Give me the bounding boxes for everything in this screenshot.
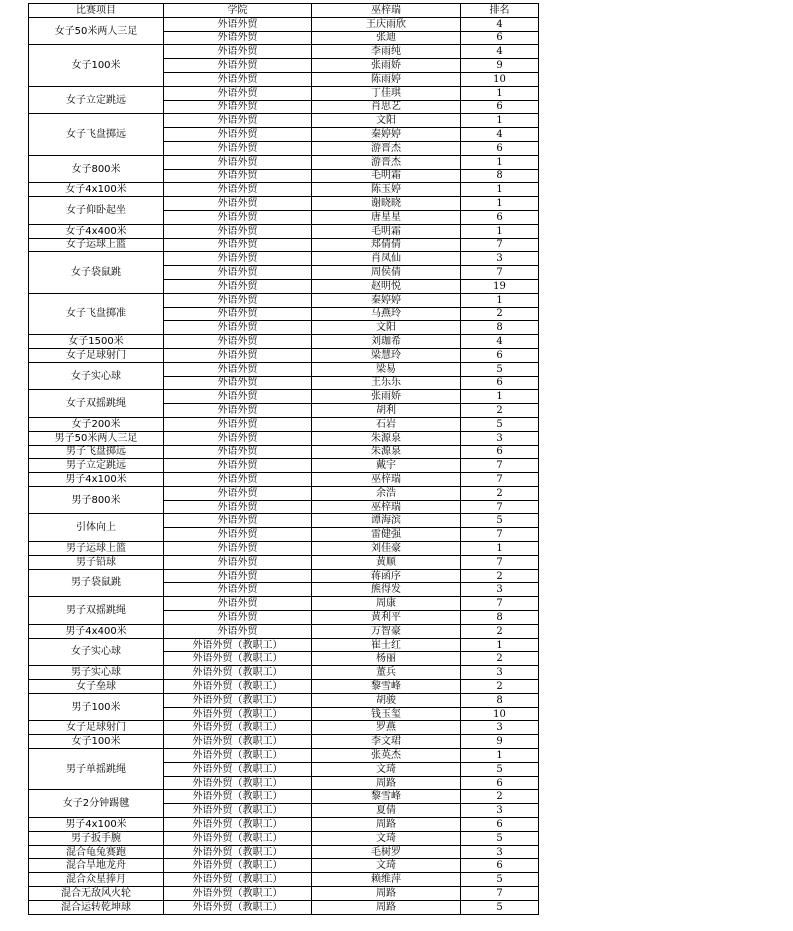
college-cell: 外语外贸 — [164, 555, 312, 569]
athlete-cell: 文琦 — [312, 831, 461, 845]
event-cell: 男子4x400米 — [29, 624, 164, 638]
table-row — [29, 859, 539, 873]
athlete-cell: 黎雪峰 — [312, 680, 461, 694]
athlete-cell: 周路 — [312, 900, 461, 914]
table-row — [29, 831, 539, 845]
table-row — [29, 666, 539, 680]
college-cell: 外语外贸（教职工） — [164, 804, 312, 818]
college-cell: 外语外贸（教职工） — [164, 873, 312, 887]
rank-cell: 2 — [461, 486, 539, 500]
table-row — [29, 114, 539, 128]
table-row — [29, 17, 539, 31]
athlete-cell: 雷健强 — [312, 528, 461, 542]
college-cell: 外语外贸（教职工） — [164, 707, 312, 721]
event-cell: 男子800米 — [29, 486, 164, 514]
event-cell: 混合运转乾坤球 — [29, 900, 164, 914]
athlete-cell: 梁慧玲 — [312, 348, 461, 362]
rank-cell: 1 — [461, 197, 539, 211]
athlete-cell: 赖维萍 — [312, 873, 461, 887]
table-row — [29, 445, 539, 459]
event-cell: 男子50米两人三足 — [29, 431, 164, 445]
athlete-cell: 董兵 — [312, 666, 461, 680]
header-row — [29, 4, 539, 18]
table-row — [29, 459, 539, 473]
college-cell: 外语外贸 — [164, 59, 312, 73]
table-row — [29, 293, 539, 307]
event-cell: 男子双摇跳绳 — [29, 597, 164, 625]
rank-cell: 6 — [461, 818, 539, 832]
rank-cell: 1 — [461, 224, 539, 238]
rank-cell: 6 — [461, 445, 539, 459]
athlete-cell: 石岩 — [312, 417, 461, 431]
event-cell: 女子2分钟踢毽 — [29, 790, 164, 818]
rank-cell: 3 — [461, 666, 539, 680]
college-cell: 外语外贸 — [164, 348, 312, 362]
college-cell: 外语外贸（教职工） — [164, 887, 312, 901]
athlete-cell: 钱玉玺 — [312, 707, 461, 721]
header-college: 学院 — [164, 4, 312, 18]
rank-cell: 6 — [461, 210, 539, 224]
athlete-cell: 谭海滨 — [312, 514, 461, 528]
college-cell: 外语外贸 — [164, 169, 312, 183]
rank-cell: 1 — [461, 114, 539, 128]
college-cell: 外语外贸 — [164, 45, 312, 59]
athlete-cell: 谢晓晓 — [312, 197, 461, 211]
college-cell: 外语外贸 — [164, 611, 312, 625]
header-event: 比赛项目 — [29, 4, 164, 18]
event-cell: 女子4x100米 — [29, 183, 164, 197]
athlete-cell: 黄利平 — [312, 611, 461, 625]
athlete-cell: 朱源泉 — [312, 445, 461, 459]
college-cell: 外语外贸 — [164, 183, 312, 197]
table-row — [29, 887, 539, 901]
athlete-cell: 罗燕 — [312, 721, 461, 735]
athlete-cell: 张雨娇 — [312, 390, 461, 404]
athlete-cell: 赵明悦 — [312, 279, 461, 293]
athlete-cell: 文琦 — [312, 762, 461, 776]
event-cell: 女子足球射门 — [29, 348, 164, 362]
athlete-cell: 张英杰 — [312, 749, 461, 763]
table-row — [29, 721, 539, 735]
rank-cell: 2 — [461, 680, 539, 694]
rank-cell: 2 — [461, 307, 539, 321]
event-cell: 男子实心球 — [29, 666, 164, 680]
athlete-cell: 万智豪 — [312, 624, 461, 638]
event-cell: 男子飞盘掷远 — [29, 445, 164, 459]
rank-cell: 7 — [461, 473, 539, 487]
event-cell: 女子100米 — [29, 735, 164, 749]
event-cell: 女子100米 — [29, 45, 164, 86]
rank-cell: 3 — [461, 845, 539, 859]
rank-cell: 2 — [461, 652, 539, 666]
rank-cell: 7 — [461, 555, 539, 569]
athlete-cell: 陈雨婷 — [312, 72, 461, 86]
header-name: 巫梓瑞 — [312, 4, 461, 18]
event-cell: 男子运球上篮 — [29, 542, 164, 556]
college-cell: 外语外贸 — [164, 528, 312, 542]
athlete-cell: 夏倩 — [312, 804, 461, 818]
rank-cell: 4 — [461, 45, 539, 59]
rank-cell: 7 — [461, 500, 539, 514]
table-row — [29, 693, 539, 707]
event-cell: 引体向上 — [29, 514, 164, 542]
event-cell: 女子袋鼠跳 — [29, 252, 164, 293]
athlete-cell: 肖凤仙 — [312, 252, 461, 266]
table-row — [29, 749, 539, 763]
rank-cell: 5 — [461, 873, 539, 887]
college-cell: 外语外贸 — [164, 376, 312, 390]
college-cell: 外语外贸 — [164, 597, 312, 611]
athlete-cell: 王庆雨欣 — [312, 17, 461, 31]
college-cell: 外语外贸 — [164, 500, 312, 514]
athlete-cell: 毛明霜 — [312, 224, 461, 238]
table-row — [29, 624, 539, 638]
rank-cell: 4 — [461, 335, 539, 349]
college-cell: 外语外贸 — [164, 362, 312, 376]
rank-cell: 3 — [461, 721, 539, 735]
event-cell: 女子50米两人三足 — [29, 17, 164, 45]
college-cell: 外语外贸 — [164, 624, 312, 638]
table-row — [29, 638, 539, 652]
table-row — [29, 845, 539, 859]
college-cell: 外语外贸 — [164, 417, 312, 431]
rank-cell: 5 — [461, 417, 539, 431]
college-cell: 外语外贸 — [164, 335, 312, 349]
event-cell: 男子单摇跳绳 — [29, 749, 164, 790]
college-cell: 外语外贸（教职工） — [164, 859, 312, 873]
college-cell: 外语外贸 — [164, 155, 312, 169]
event-cell: 女子双摇跳绳 — [29, 390, 164, 418]
rank-cell: 2 — [461, 790, 539, 804]
college-cell: 外语外贸（教职工） — [164, 652, 312, 666]
college-cell: 外语外贸 — [164, 404, 312, 418]
event-cell: 男子袋鼠跳 — [29, 569, 164, 597]
athlete-cell: 文阳 — [312, 114, 461, 128]
event-cell: 男子4x100米 — [29, 473, 164, 487]
event-cell: 女子实心球 — [29, 362, 164, 390]
athlete-cell: 巫梓瑞 — [312, 473, 461, 487]
event-cell: 女子运球上篮 — [29, 238, 164, 252]
college-cell: 外语外贸（教职工） — [164, 818, 312, 832]
rank-cell: 7 — [461, 266, 539, 280]
rank-cell: 4 — [461, 128, 539, 142]
table-row — [29, 86, 539, 100]
college-cell: 外语外贸 — [164, 307, 312, 321]
table-row — [29, 873, 539, 887]
college-cell: 外语外贸 — [164, 238, 312, 252]
rank-cell: 1 — [461, 542, 539, 556]
athlete-cell: 李文珺 — [312, 735, 461, 749]
rank-cell: 5 — [461, 762, 539, 776]
athlete-cell: 戴宇 — [312, 459, 461, 473]
event-cell: 女子立定跳远 — [29, 86, 164, 114]
table-row — [29, 45, 539, 59]
athlete-cell: 胡利 — [312, 404, 461, 418]
athlete-cell: 熊得发 — [312, 583, 461, 597]
rank-cell: 10 — [461, 72, 539, 86]
college-cell: 外语外贸 — [164, 197, 312, 211]
college-cell: 外语外贸（教职工） — [164, 790, 312, 804]
event-cell: 混合众星捧月 — [29, 873, 164, 887]
rank-cell: 10 — [461, 707, 539, 721]
table-row — [29, 569, 539, 583]
event-cell: 男子扳手腕 — [29, 831, 164, 845]
athlete-cell: 梁易 — [312, 362, 461, 376]
athlete-cell: 黄顺 — [312, 555, 461, 569]
athlete-cell: 秦婷婷 — [312, 293, 461, 307]
athlete-cell: 陈玉婷 — [312, 183, 461, 197]
event-cell: 混合龟兔赛跑 — [29, 845, 164, 859]
college-cell: 外语外贸 — [164, 542, 312, 556]
rank-cell: 1 — [461, 183, 539, 197]
athlete-cell: 刘珈希 — [312, 335, 461, 349]
rank-cell: 5 — [461, 514, 539, 528]
athlete-cell: 杨丽 — [312, 652, 461, 666]
athlete-cell: 周路 — [312, 818, 461, 832]
athlete-cell: 王乐乐 — [312, 376, 461, 390]
table-row — [29, 514, 539, 528]
results-table — [28, 3, 539, 915]
rank-cell: 6 — [461, 141, 539, 155]
rank-cell: 6 — [461, 376, 539, 390]
rank-cell: 2 — [461, 624, 539, 638]
athlete-cell: 文阳 — [312, 321, 461, 335]
rank-cell: 1 — [461, 390, 539, 404]
rank-cell: 7 — [461, 528, 539, 542]
event-cell: 女子飞盘掷准 — [29, 293, 164, 334]
college-cell: 外语外贸 — [164, 17, 312, 31]
rank-cell: 5 — [461, 900, 539, 914]
table-row — [29, 555, 539, 569]
college-cell: 外语外贸（教职工） — [164, 900, 312, 914]
college-cell: 外语外贸 — [164, 569, 312, 583]
rank-cell: 7 — [461, 459, 539, 473]
athlete-cell: 游晋杰 — [312, 141, 461, 155]
rank-cell: 6 — [461, 776, 539, 790]
event-cell: 女子1500米 — [29, 335, 164, 349]
athlete-cell: 毛树罗 — [312, 845, 461, 859]
college-cell: 外语外贸（教职工） — [164, 762, 312, 776]
athlete-cell: 毛明霜 — [312, 169, 461, 183]
table-row — [29, 390, 539, 404]
header-rank: 排名 — [461, 4, 539, 18]
rank-cell: 3 — [461, 583, 539, 597]
athlete-cell: 周路 — [312, 776, 461, 790]
athlete-cell: 张迪 — [312, 31, 461, 45]
table-body — [29, 17, 539, 914]
college-cell: 外语外贸（教职工） — [164, 666, 312, 680]
table-row — [29, 431, 539, 445]
college-cell: 外语外贸 — [164, 86, 312, 100]
athlete-cell: 余浩 — [312, 486, 461, 500]
rank-cell: 1 — [461, 749, 539, 763]
rank-cell: 2 — [461, 569, 539, 583]
rank-cell: 6 — [461, 348, 539, 362]
college-cell: 外语外贸 — [164, 486, 312, 500]
athlete-cell: 刘佳豪 — [312, 542, 461, 556]
college-cell: 外语外贸 — [164, 445, 312, 459]
rank-cell: 1 — [461, 638, 539, 652]
rank-cell: 9 — [461, 59, 539, 73]
table-row — [29, 224, 539, 238]
college-cell: 外语外贸 — [164, 279, 312, 293]
event-cell: 女子4x400米 — [29, 224, 164, 238]
rank-cell: 7 — [461, 887, 539, 901]
table-row — [29, 818, 539, 832]
table-row — [29, 197, 539, 211]
college-cell: 外语外贸 — [164, 293, 312, 307]
rank-cell: 3 — [461, 804, 539, 818]
college-cell: 外语外贸（教职工） — [164, 776, 312, 790]
college-cell: 外语外贸（教职工） — [164, 693, 312, 707]
athlete-cell: 唐星星 — [312, 210, 461, 224]
table-row — [29, 473, 539, 487]
table-row — [29, 486, 539, 500]
table-row — [29, 183, 539, 197]
athlete-cell: 郑倩倩 — [312, 238, 461, 252]
college-cell: 外语外贸（教职工） — [164, 680, 312, 694]
athlete-cell: 游晋杰 — [312, 155, 461, 169]
college-cell: 外语外贸（教职工） — [164, 638, 312, 652]
athlete-cell: 崔士红 — [312, 638, 461, 652]
college-cell: 外语外贸 — [164, 431, 312, 445]
table-row — [29, 597, 539, 611]
table-row — [29, 155, 539, 169]
table-row — [29, 335, 539, 349]
college-cell: 外语外贸（教职工） — [164, 721, 312, 735]
table-row — [29, 238, 539, 252]
table-row — [29, 348, 539, 362]
rank-cell: 6 — [461, 100, 539, 114]
college-cell: 外语外贸 — [164, 210, 312, 224]
table-row — [29, 790, 539, 804]
event-cell: 女子200米 — [29, 417, 164, 431]
rank-cell: 9 — [461, 735, 539, 749]
athlete-cell: 马燕玲 — [312, 307, 461, 321]
rank-cell: 5 — [461, 362, 539, 376]
rank-cell: 7 — [461, 238, 539, 252]
rank-cell: 3 — [461, 431, 539, 445]
event-cell: 男子4x100米 — [29, 818, 164, 832]
college-cell: 外语外贸 — [164, 266, 312, 280]
table-row — [29, 417, 539, 431]
athlete-cell: 周侯倩 — [312, 266, 461, 280]
rank-cell: 7 — [461, 597, 539, 611]
college-cell: 外语外贸（教职工） — [164, 749, 312, 763]
athlete-cell: 朱源泉 — [312, 431, 461, 445]
event-cell: 混合无敌风火轮 — [29, 887, 164, 901]
event-cell: 女子仰卧起坐 — [29, 197, 164, 225]
rank-cell: 4 — [461, 17, 539, 31]
college-cell: 外语外贸 — [164, 252, 312, 266]
event-cell: 男子100米 — [29, 693, 164, 721]
table-row — [29, 542, 539, 556]
rank-cell: 8 — [461, 169, 539, 183]
rank-cell: 2 — [461, 404, 539, 418]
table-row — [29, 362, 539, 376]
event-cell: 男子铅球 — [29, 555, 164, 569]
athlete-cell: 张雨娇 — [312, 59, 461, 73]
event-cell: 女子垒球 — [29, 680, 164, 694]
athlete-cell: 肖思艺 — [312, 100, 461, 114]
athlete-cell: 周康 — [312, 597, 461, 611]
athlete-cell: 文琦 — [312, 859, 461, 873]
college-cell: 外语外贸（教职工） — [164, 845, 312, 859]
college-cell: 外语外贸 — [164, 390, 312, 404]
college-cell: 外语外贸 — [164, 141, 312, 155]
college-cell: 外语外贸 — [164, 459, 312, 473]
rank-cell: 19 — [461, 279, 539, 293]
college-cell: 外语外贸 — [164, 128, 312, 142]
event-cell: 混合旱地龙舟 — [29, 859, 164, 873]
athlete-cell: 蒋函序 — [312, 569, 461, 583]
athlete-cell: 胡骏 — [312, 693, 461, 707]
event-cell: 女子实心球 — [29, 638, 164, 666]
athlete-cell: 丁佳琪 — [312, 86, 461, 100]
event-cell: 女子800米 — [29, 155, 164, 183]
rank-cell: 1 — [461, 155, 539, 169]
rank-cell: 6 — [461, 31, 539, 45]
college-cell: 外语外贸 — [164, 114, 312, 128]
athlete-cell: 黎雪峰 — [312, 790, 461, 804]
table-row — [29, 735, 539, 749]
college-cell: 外语外贸（教职工） — [164, 735, 312, 749]
college-cell: 外语外贸 — [164, 583, 312, 597]
table-row — [29, 680, 539, 694]
athlete-cell: 李雨纯 — [312, 45, 461, 59]
rank-cell: 8 — [461, 611, 539, 625]
college-cell: 外语外贸 — [164, 514, 312, 528]
table-row — [29, 900, 539, 914]
college-cell: 外语外贸 — [164, 31, 312, 45]
athlete-cell: 周路 — [312, 887, 461, 901]
rank-cell: 1 — [461, 86, 539, 100]
athlete-cell: 秦婷婷 — [312, 128, 461, 142]
rank-cell: 1 — [461, 293, 539, 307]
college-cell: 外语外贸 — [164, 100, 312, 114]
college-cell: 外语外贸 — [164, 473, 312, 487]
rank-cell: 8 — [461, 693, 539, 707]
event-cell: 男子立定跳远 — [29, 459, 164, 473]
college-cell: 外语外贸 — [164, 224, 312, 238]
table-row — [29, 252, 539, 266]
rank-cell: 6 — [461, 859, 539, 873]
event-cell: 女子足球射门 — [29, 721, 164, 735]
rank-cell: 3 — [461, 252, 539, 266]
rank-cell: 8 — [461, 321, 539, 335]
college-cell: 外语外贸（教职工） — [164, 831, 312, 845]
college-cell: 外语外贸 — [164, 72, 312, 86]
event-cell: 女子飞盘掷远 — [29, 114, 164, 155]
college-cell: 外语外贸 — [164, 321, 312, 335]
athlete-cell: 巫梓瑞 — [312, 500, 461, 514]
rank-cell: 5 — [461, 831, 539, 845]
